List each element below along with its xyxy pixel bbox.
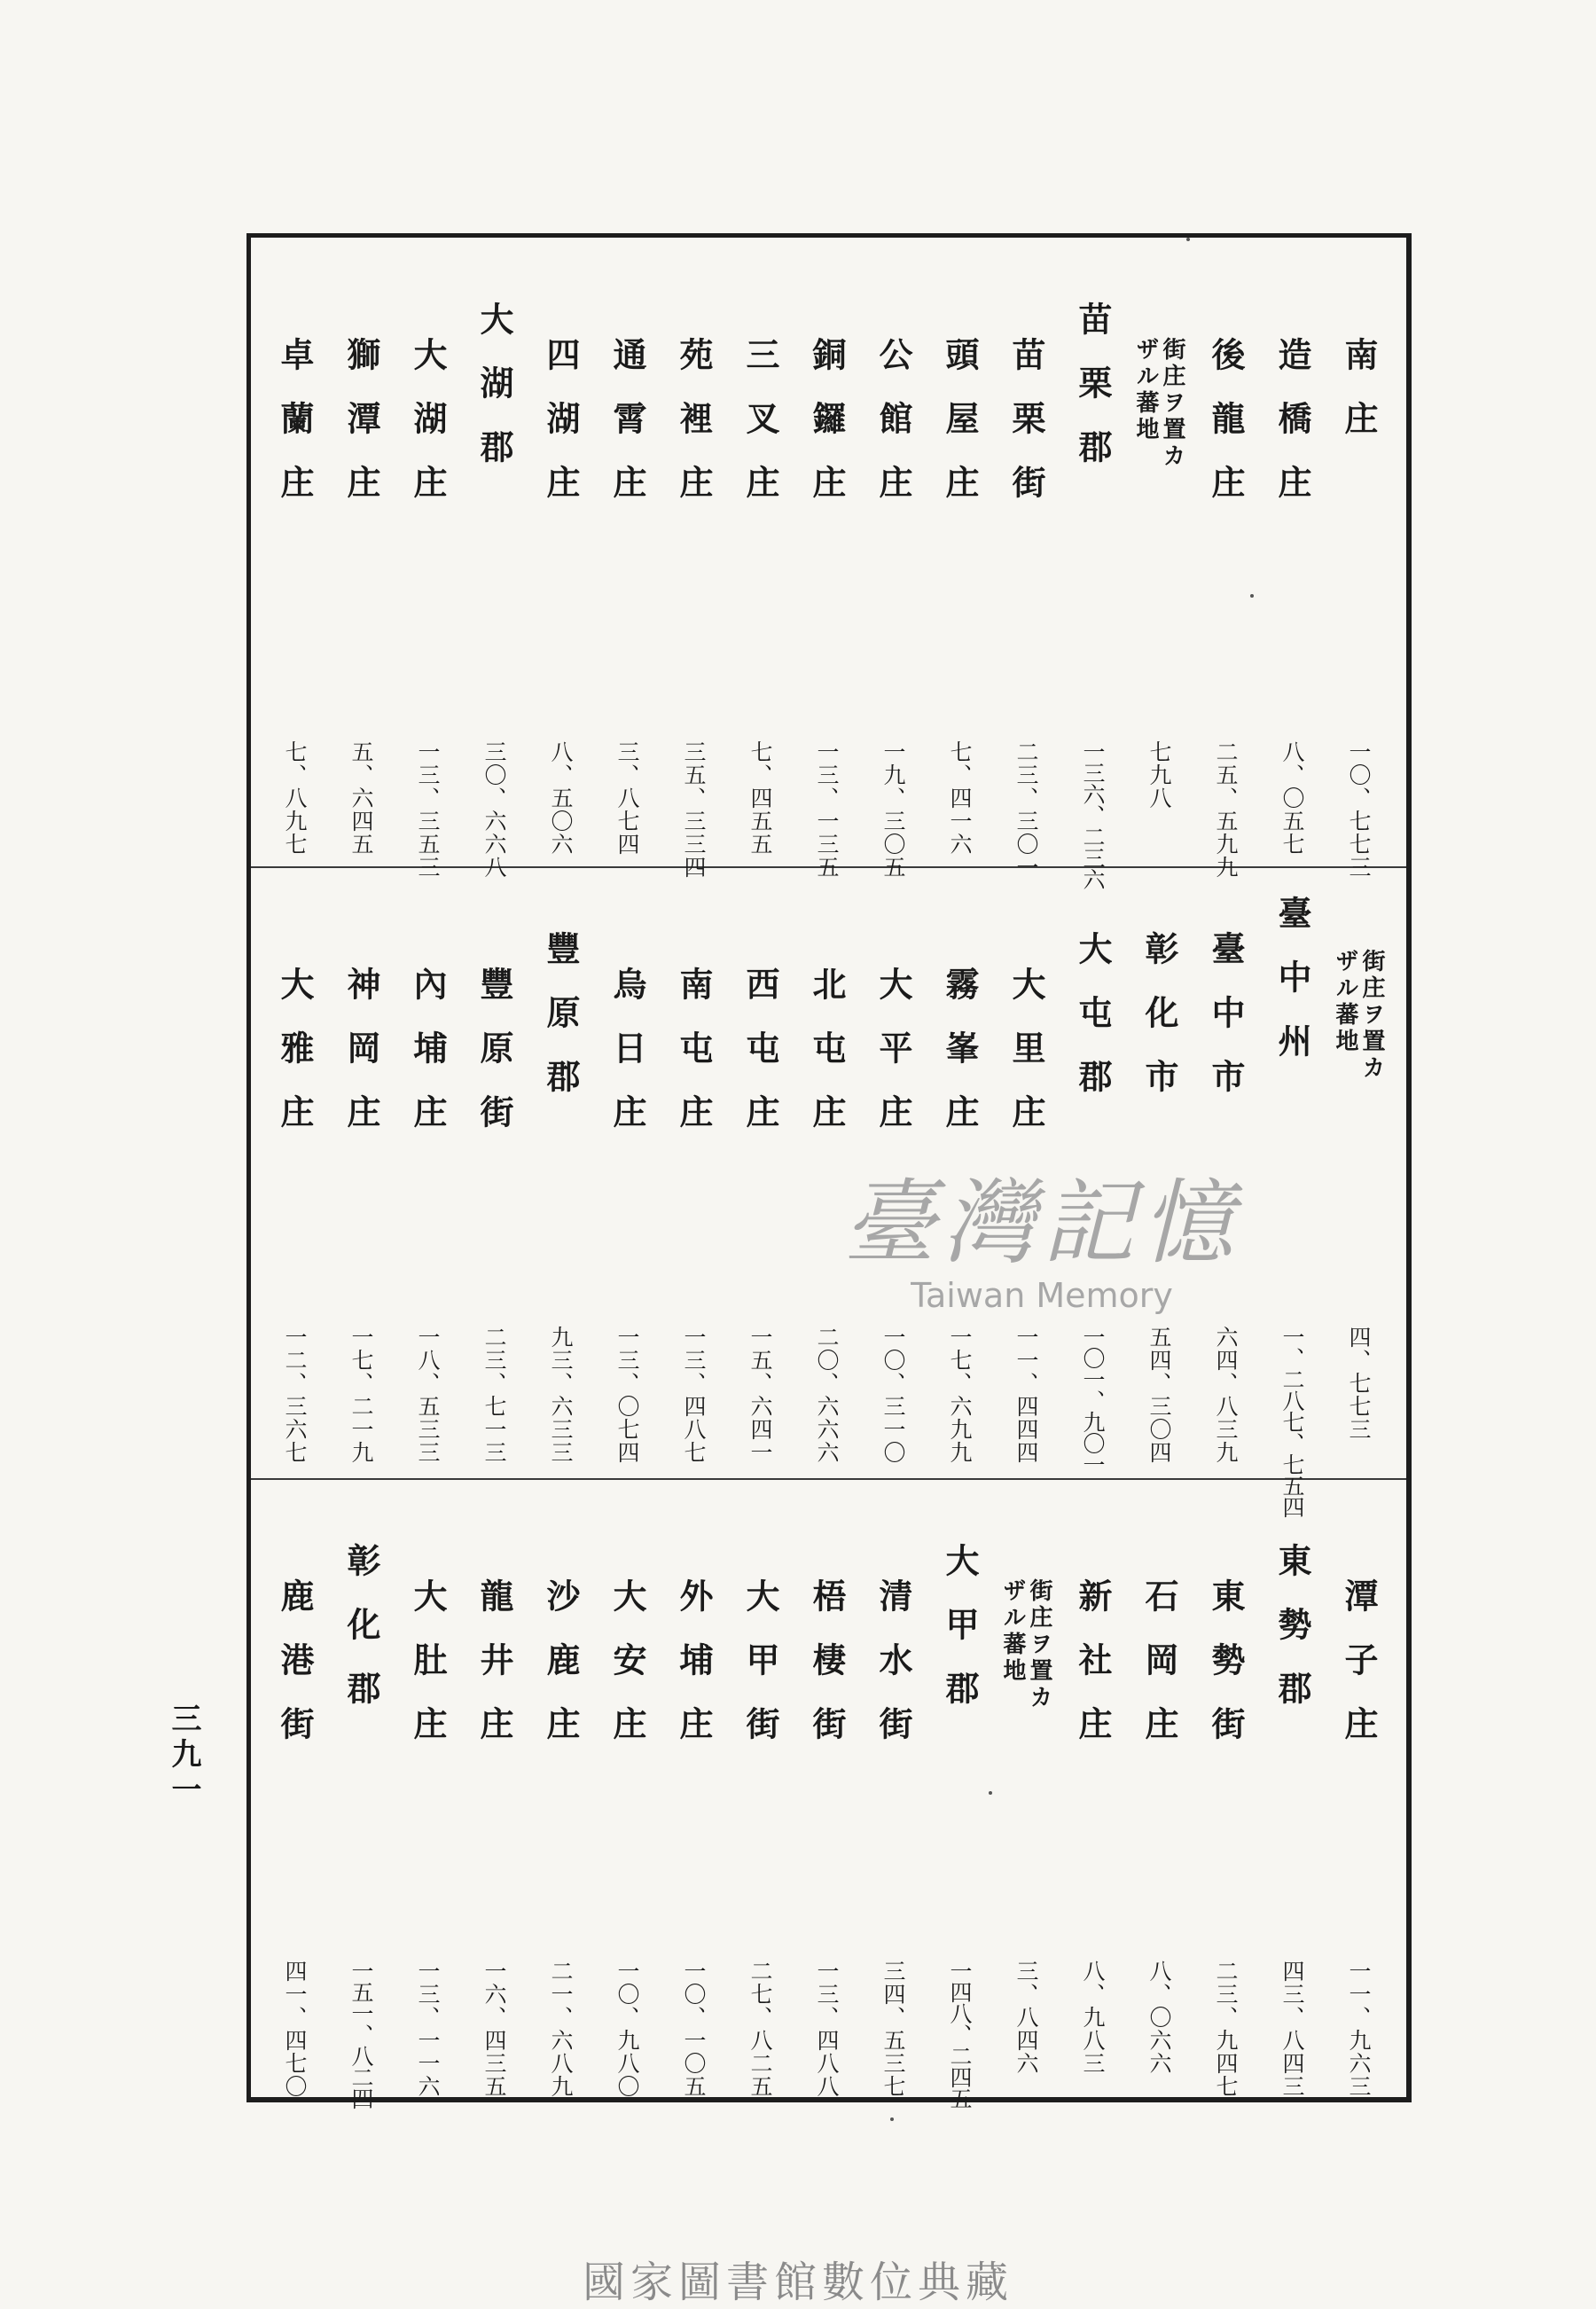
population: 一三六、二三六 bbox=[1080, 740, 1106, 889]
place-name: 四湖庄 bbox=[541, 337, 581, 528]
place-name: 外埔庄 bbox=[674, 1578, 714, 1770]
place-name: 西屯庄 bbox=[740, 967, 780, 1158]
table-row bbox=[600, 1490, 653, 2098]
population: 一〇一、九〇一 bbox=[1080, 1326, 1106, 1475]
population: 八、〇五七 bbox=[1279, 740, 1305, 856]
population: 七九八 bbox=[1146, 740, 1172, 810]
place-name: 神岡庄 bbox=[341, 967, 381, 1158]
place-name: 南屯庄 bbox=[674, 967, 714, 1158]
watermark bbox=[794, 1148, 1290, 1326]
place-name: 卓蘭庄 bbox=[275, 337, 315, 528]
place-name: 烏日庄 bbox=[607, 967, 647, 1158]
place-name: 通霄庄 bbox=[607, 337, 647, 528]
population: 一五、六四一 bbox=[747, 1326, 773, 1464]
population: 八、〇六六 bbox=[1146, 1960, 1172, 2075]
district-name: 大屯郡 bbox=[1073, 931, 1113, 1123]
place-name: 南庄 bbox=[1339, 337, 1379, 465]
population: 七、四一六 bbox=[947, 740, 973, 856]
population: 一一、四四四 bbox=[1013, 1326, 1039, 1464]
population: 一、二八七、七五四 bbox=[1279, 1326, 1305, 1517]
table-row bbox=[401, 878, 454, 1472]
table-row bbox=[1332, 1490, 1385, 2098]
place-name: 霧峯庄 bbox=[940, 967, 980, 1158]
place-name: 大肚庄 bbox=[408, 1578, 448, 1770]
population: 一七、六九九 bbox=[947, 1326, 973, 1464]
population: 一三、四八八 bbox=[814, 1960, 840, 2098]
population: 一九、三〇五 bbox=[880, 740, 906, 879]
population: 二〇、六六六 bbox=[814, 1326, 840, 1464]
place-name: 大平庄 bbox=[873, 967, 913, 1158]
table-row bbox=[866, 1490, 919, 2098]
place-name: 新社庄 bbox=[1073, 1578, 1113, 1770]
city-name: 彰化市 bbox=[1139, 931, 1179, 1123]
table-row bbox=[268, 248, 321, 860]
population: 一八、五三三 bbox=[415, 1326, 441, 1464]
place-name: 豐原街 bbox=[474, 967, 514, 1158]
scan-speck bbox=[989, 1791, 992, 1795]
population: 五四、三〇四 bbox=[1146, 1326, 1172, 1464]
population: 三五、三三四 bbox=[681, 740, 707, 879]
population: 一三、一三五 bbox=[814, 740, 840, 879]
population: 二三、九四七 bbox=[1213, 1960, 1239, 2098]
population: 一三、三五三 bbox=[415, 740, 441, 879]
table-row bbox=[1265, 1490, 1318, 2098]
table-row-fanchi bbox=[1132, 248, 1185, 860]
table-row bbox=[999, 248, 1052, 879]
population: 二三、七一三 bbox=[481, 1326, 507, 1464]
district-name: 大甲郡 bbox=[940, 1543, 980, 1734]
table-row bbox=[800, 1490, 853, 2098]
place-name: 造橋庄 bbox=[1272, 337, 1312, 528]
table-row bbox=[1265, 248, 1318, 860]
district-name: 大湖郡 bbox=[474, 301, 514, 493]
place-name: 大安庄 bbox=[607, 1578, 647, 1770]
table-row bbox=[268, 1490, 321, 2098]
population: 二五、五九九 bbox=[1213, 740, 1239, 879]
population: 三、八四六 bbox=[1013, 1960, 1039, 2075]
population: 一四八、二四五 bbox=[947, 1960, 973, 2109]
note-fanchi bbox=[999, 1578, 1052, 1809]
population: 一一、九六三 bbox=[1346, 1960, 1372, 2098]
table-row bbox=[733, 1490, 786, 2098]
note-line-2: ザル蕃地 bbox=[1132, 337, 1159, 443]
table-row bbox=[534, 248, 587, 860]
population: 一〇、三一〇 bbox=[880, 1326, 906, 1464]
table-row bbox=[667, 248, 720, 879]
table-row bbox=[1132, 1490, 1185, 2093]
place-name: 沙鹿庄 bbox=[541, 1578, 581, 1770]
table-row bbox=[467, 248, 520, 879]
population: 一三、〇七四 bbox=[614, 1326, 640, 1464]
table-row bbox=[800, 248, 853, 879]
place-name: 頭屋庄 bbox=[940, 337, 980, 528]
population: 七、四五五 bbox=[747, 740, 773, 856]
table-row bbox=[334, 1490, 387, 2109]
table-row bbox=[1066, 248, 1119, 889]
population: 四一、四七〇 bbox=[282, 1960, 308, 2098]
place-name: 苑裡庄 bbox=[674, 337, 714, 528]
note-line-2: ザル蕃地 bbox=[999, 1578, 1026, 1685]
scan-speck bbox=[890, 2117, 894, 2121]
table-row bbox=[401, 1490, 454, 2098]
population: 一六、四三五 bbox=[481, 1960, 507, 2098]
note-line-2: ザル蕃地 bbox=[1332, 949, 1358, 1055]
population: 五、六四五 bbox=[348, 740, 374, 856]
watermark-logo-text: 臺灣記憶 bbox=[842, 1169, 1240, 1277]
prefecture-name: 臺中州 bbox=[1272, 896, 1312, 1087]
note-line-1: 街庄ヲ置カ bbox=[1159, 337, 1185, 470]
scan-speck bbox=[1250, 594, 1254, 598]
table-row bbox=[1066, 1490, 1119, 2093]
population: 八、九八三 bbox=[1080, 1960, 1106, 2075]
population: 二七、八二五 bbox=[747, 1960, 773, 2098]
table-row bbox=[467, 1490, 520, 2098]
table-row bbox=[534, 1490, 587, 2098]
population: 八、五〇六 bbox=[548, 740, 574, 856]
district-name: 苗栗郡 bbox=[1073, 301, 1113, 493]
place-name: 龍井庄 bbox=[474, 1578, 514, 1770]
place-name: 潭子庄 bbox=[1339, 1578, 1379, 1770]
population: 一〇、一〇五 bbox=[681, 1960, 707, 2098]
note-line-1: 街庄ヲ置カ bbox=[1358, 949, 1385, 1082]
footer-credit: 國家圖書館數位典藏 bbox=[582, 2258, 1013, 2307]
note-fanchi bbox=[1132, 337, 1185, 567]
table-row bbox=[401, 248, 454, 879]
table-row bbox=[667, 1490, 720, 2098]
table-row bbox=[334, 248, 387, 860]
place-name: 內埔庄 bbox=[408, 967, 448, 1158]
population: 六四、八三九 bbox=[1213, 1326, 1239, 1464]
population: 七、八九七 bbox=[282, 740, 308, 856]
population: 四三、八四三 bbox=[1279, 1960, 1305, 2098]
table-row bbox=[933, 1490, 986, 2109]
table-row bbox=[268, 878, 321, 1472]
population: 一〇、九八〇 bbox=[614, 1960, 640, 2098]
place-name: 大里庄 bbox=[1006, 967, 1046, 1158]
population: 九三、六三三 bbox=[548, 1326, 574, 1464]
district-name: 東勢郡 bbox=[1272, 1543, 1312, 1734]
table-row bbox=[334, 878, 387, 1472]
watermark-english: Taiwan Memory bbox=[911, 1276, 1173, 1315]
place-name: 後龍庄 bbox=[1206, 337, 1246, 528]
population: 二三、三〇一 bbox=[1013, 740, 1039, 879]
population: 三、八七四 bbox=[614, 740, 640, 856]
population: 三四、五三七 bbox=[880, 1960, 906, 2098]
place-name: 三叉庄 bbox=[740, 337, 780, 528]
table-row bbox=[600, 248, 653, 860]
table-row-fanchi bbox=[999, 1490, 1052, 2093]
population: 一〇、七七三 bbox=[1346, 740, 1372, 879]
place-name: 大甲街 bbox=[740, 1578, 780, 1770]
place-name: 梧棲街 bbox=[807, 1578, 847, 1770]
place-name: 苗栗街 bbox=[1006, 337, 1046, 528]
population: 四、七七三 bbox=[1346, 1326, 1372, 1441]
place-name: 鹿港街 bbox=[275, 1578, 315, 1770]
place-name: 銅鑼庄 bbox=[807, 337, 847, 528]
place-name: 獅潭庄 bbox=[341, 337, 381, 528]
place-name: 大雅庄 bbox=[275, 967, 315, 1158]
district-name: 彰化郡 bbox=[341, 1543, 381, 1734]
table-row bbox=[1332, 248, 1385, 879]
note-fanchi bbox=[1332, 949, 1385, 1179]
district-name: 豐原郡 bbox=[541, 931, 581, 1123]
population: 二一、六八九 bbox=[548, 1960, 574, 2098]
table-row bbox=[866, 248, 919, 879]
table-row bbox=[733, 878, 786, 1472]
scan-speck bbox=[1186, 238, 1190, 241]
table-row bbox=[933, 248, 986, 860]
place-name: 大湖庄 bbox=[408, 337, 448, 528]
section-3 bbox=[257, 1490, 1401, 2109]
section-divider bbox=[251, 1478, 1406, 1480]
population: 一三、一一六 bbox=[415, 1960, 441, 2098]
table-row bbox=[733, 248, 786, 860]
note-line-1: 街庄ヲ置カ bbox=[1026, 1578, 1052, 1711]
place-name: 清水街 bbox=[873, 1578, 913, 1770]
population: 一七、二一九 bbox=[348, 1326, 374, 1464]
table-row bbox=[1199, 248, 1252, 879]
table-row-fanchi bbox=[1332, 878, 1385, 1472]
population: 一二、三六七 bbox=[282, 1326, 308, 1464]
table-row bbox=[534, 878, 587, 1472]
place-name: 東勢街 bbox=[1206, 1578, 1246, 1770]
population: 三〇、六六八 bbox=[481, 740, 507, 879]
place-name: 北屯庄 bbox=[807, 967, 847, 1158]
city-name: 臺中市 bbox=[1206, 931, 1246, 1123]
place-name: 石岡庄 bbox=[1139, 1578, 1179, 1770]
population: 一三、四八七 bbox=[681, 1326, 707, 1464]
table-row bbox=[467, 878, 520, 1472]
table-row bbox=[600, 878, 653, 1472]
table-row bbox=[667, 878, 720, 1472]
population: 一五一、八二四 bbox=[348, 1960, 374, 2109]
place-name: 公館庄 bbox=[873, 337, 913, 528]
section-1 bbox=[257, 248, 1401, 889]
page-number: 三九一 bbox=[166, 1702, 201, 1809]
table-row bbox=[1199, 1490, 1252, 2098]
